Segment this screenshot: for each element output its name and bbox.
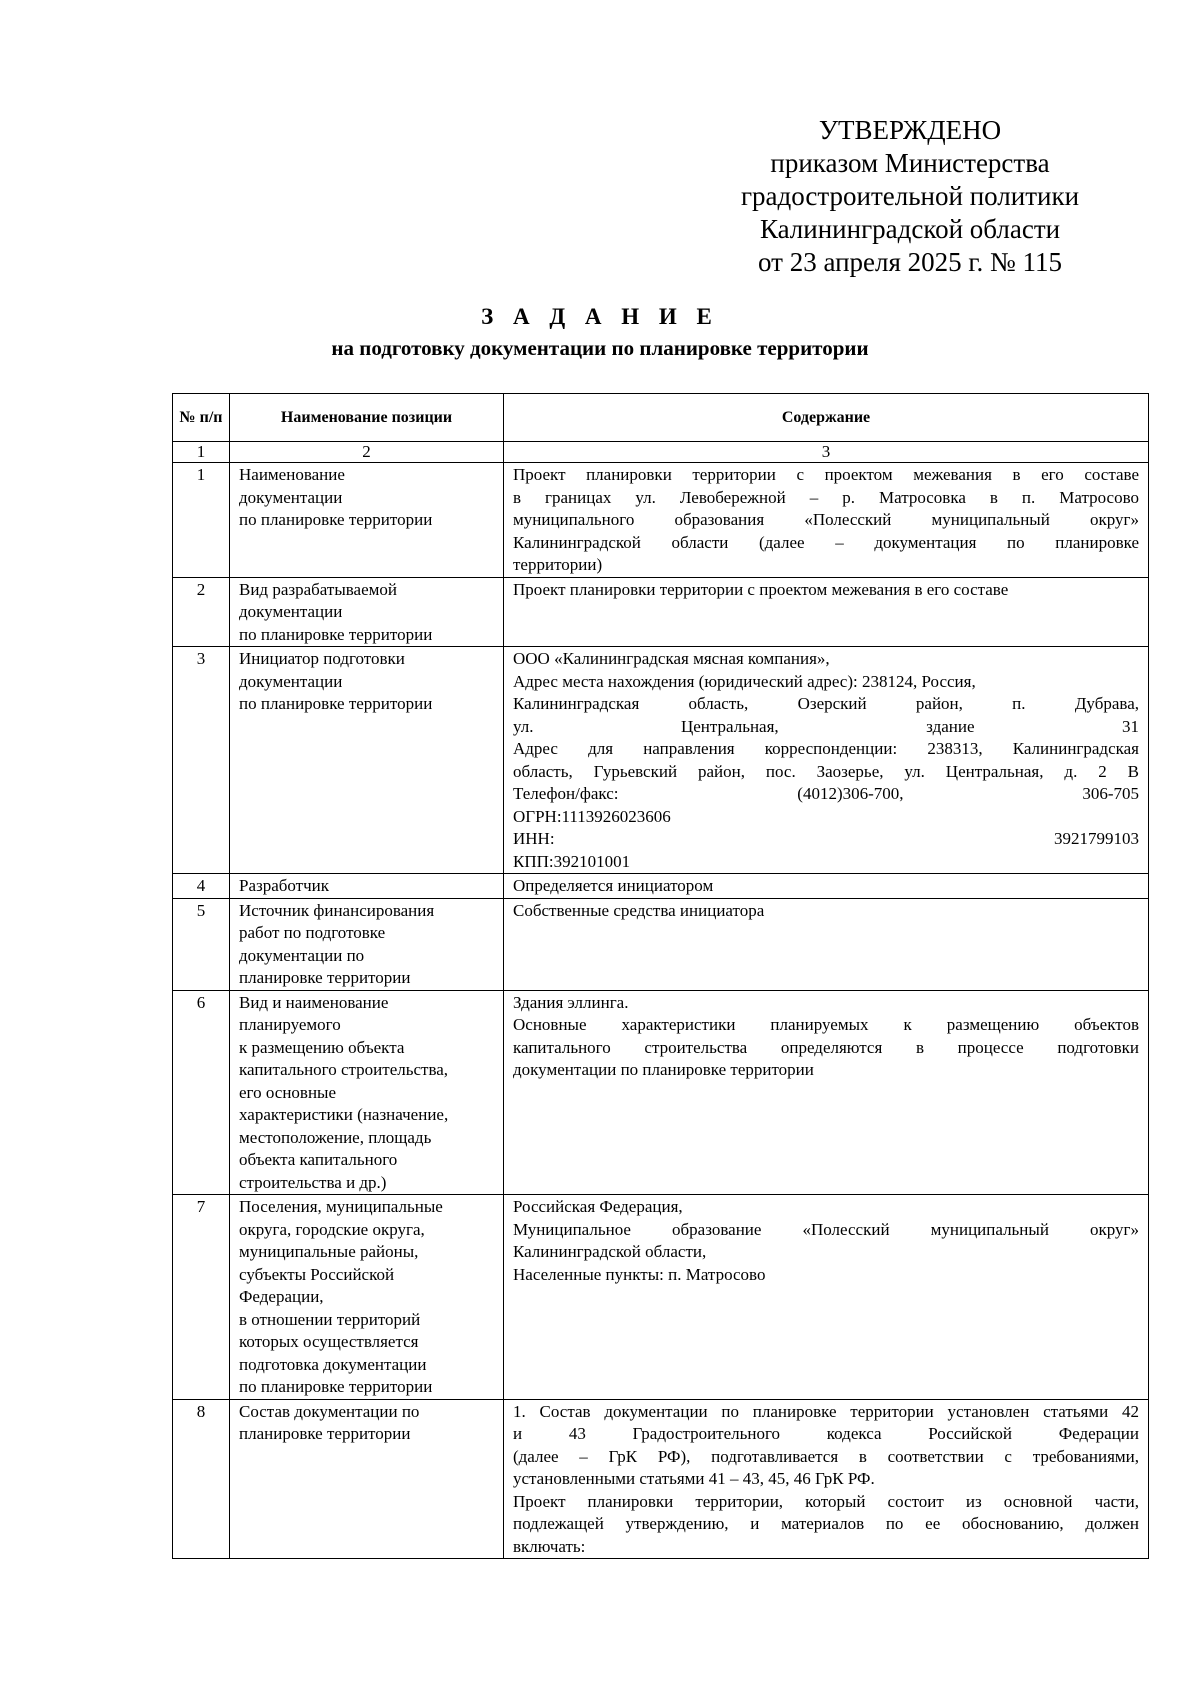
position-name-line: Источник финансирования xyxy=(239,900,435,920)
content-line: Телефон/факс: (4012)306-700, 306-705 xyxy=(513,784,1139,803)
approval-line: приказом Министерства xyxy=(770,148,1050,178)
position-name-line: объекта капитального xyxy=(239,1150,398,1169)
content-line: Калининградской области, xyxy=(513,1242,707,1261)
table-row xyxy=(173,1399,1149,1559)
specification-table xyxy=(172,393,1149,1559)
table-row xyxy=(173,898,1149,990)
content-line: капитального строительства определяются в процессе подготовки xyxy=(513,1037,1139,1057)
row-content xyxy=(504,463,1149,578)
position-name-line: документации xyxy=(239,487,343,507)
position-name-line: по планировке территории xyxy=(239,694,433,713)
table-row xyxy=(173,647,1149,874)
position-name-line: местоположение, площадь xyxy=(239,1127,432,1147)
position-name-line: Вид разрабатываемой xyxy=(239,579,397,599)
position-name-line: субъекты Российской xyxy=(239,1264,395,1284)
content-line: ул. Центральная, здание 31 xyxy=(513,716,1139,736)
content-line: 1. Состав документации по планировке территории установлен статьями 42 xyxy=(513,1401,1139,1421)
row-content xyxy=(504,577,1149,647)
content-line: в границах ул. Левобережной – р. Матросовка в п. Матросово xyxy=(513,487,1139,507)
document-subtitle: на подготовку документации по планировке территории xyxy=(331,336,869,360)
approval-line: от 23 апреля 2025 г. № 115 xyxy=(758,247,1062,277)
content-line: (далее – ГрК РФ), подготавливается в соответствии с требованиями, xyxy=(513,1446,1139,1466)
column-number: 1 xyxy=(173,442,230,463)
document-title: З А Д А Н И Е xyxy=(481,304,719,329)
row-number: 2 xyxy=(173,577,230,647)
position-name-line: к размещению объекта xyxy=(239,1037,405,1057)
position-name-line: его основные xyxy=(239,1082,337,1102)
table-row xyxy=(173,1195,1149,1400)
approval-line: градостроительной политики xyxy=(740,181,1080,211)
position-name-line: планировке территории xyxy=(239,1424,411,1443)
content-line: КПП:392101001 xyxy=(513,851,631,871)
position-name-line: Наименование xyxy=(239,465,345,484)
content-line: Российская Федерация, xyxy=(513,1197,683,1216)
position-name-line: Федерации, xyxy=(239,1287,324,1306)
position-name-line: характеристики (назначение, xyxy=(239,1105,449,1124)
position-name-line: Вид и наименование xyxy=(239,992,389,1012)
table-row xyxy=(173,577,1149,647)
table-row xyxy=(173,874,1149,899)
row-position-name xyxy=(230,874,504,899)
content-line: Определяется инициатором xyxy=(513,876,714,895)
content-line: ОГРН:1113926023606 xyxy=(513,806,671,826)
content-line: Проект планировки территории с проектом межевания в его составе xyxy=(513,579,1009,599)
position-name-line: которых осуществляется xyxy=(239,1332,419,1351)
row-position-name xyxy=(230,647,504,874)
position-name-line: планировке территории xyxy=(239,968,411,987)
position-name-line: работ по подготовке xyxy=(239,923,386,942)
approval-line: УТВЕРЖДЕНО xyxy=(818,115,1002,145)
content-line: и 43 Градостроительного кодекса Российской Федерации xyxy=(513,1424,1139,1443)
position-name-line: капитального строительства, xyxy=(239,1060,449,1079)
content-line: Адрес места нахождения (юридический адрес): 238124, Россия, xyxy=(513,671,976,691)
content-line: область, Гурьевский район, пос. Заозерье, ул. Центральная, д. 2 В xyxy=(513,761,1139,781)
row-number: 7 xyxy=(173,1195,230,1400)
content-line: подлежащей утверждению, и материалов по ее обоснованию, должен xyxy=(513,1514,1139,1533)
row-content xyxy=(504,898,1149,990)
position-name-line: документации xyxy=(239,671,343,691)
content-line: Основные характеристики планируемых к размещению объектов xyxy=(513,1015,1139,1034)
position-name-line: по планировке территории xyxy=(239,1377,433,1396)
row-content xyxy=(504,1195,1149,1400)
position-name-line: планируемого xyxy=(239,1015,341,1034)
row-content xyxy=(504,647,1149,874)
position-name-line: Разработчик xyxy=(239,876,330,895)
column-number-row xyxy=(173,442,1149,463)
position-name-line: Инициатор подготовки xyxy=(239,649,405,668)
row-position-name xyxy=(230,1399,504,1559)
row-position-name xyxy=(230,1195,504,1400)
row-position-name xyxy=(230,577,504,647)
row-number: 5 xyxy=(173,898,230,990)
position-name-line: документации по xyxy=(239,945,365,965)
row-position-name xyxy=(230,990,504,1195)
position-name-line: документации xyxy=(239,602,343,621)
position-name-line: Поселения, муниципальные xyxy=(239,1197,443,1216)
row-number: 1 xyxy=(173,463,230,578)
content-line: включать: xyxy=(513,1536,586,1556)
content-line: муниципального образования «Полесский муниципальный округ» xyxy=(513,510,1139,529)
header-content: Содержание xyxy=(504,394,1149,442)
position-name-line: муниципальные районы, xyxy=(239,1242,419,1261)
content-line: Проект планировки территории, который состоит из основной части, xyxy=(513,1491,1139,1511)
row-number: 3 xyxy=(173,647,230,874)
content-line: Собственные средства инициатора xyxy=(513,900,765,920)
table-row xyxy=(173,463,1149,578)
row-content xyxy=(504,990,1149,1195)
position-name-line: строительства и др.) xyxy=(239,1172,387,1192)
position-name-line: Состав документации по xyxy=(239,1401,420,1421)
position-name-line: по планировке территории xyxy=(239,624,433,644)
content-line: установленными статьями 41 – 43, 45, 46 ГрК РФ. xyxy=(513,1469,875,1488)
content-line: ООО «Калининградская мясная компания», xyxy=(513,649,830,668)
content-line: Населенные пункты: п. Матросово xyxy=(513,1264,766,1284)
position-name-line: округа, городские округа, xyxy=(239,1219,425,1239)
table-row xyxy=(173,990,1149,1195)
row-content xyxy=(504,874,1149,899)
table-header-row xyxy=(173,394,1149,442)
row-position-name xyxy=(230,463,504,578)
position-name-line: подготовка документации xyxy=(239,1354,427,1374)
row-content xyxy=(504,1399,1149,1559)
column-number: 3 xyxy=(504,442,1149,463)
row-position-name xyxy=(230,898,504,990)
content-line: Калининградской области (далее – документация по планировке xyxy=(513,532,1139,552)
position-name-line: в отношении территорий xyxy=(239,1309,421,1329)
content-line: документации по планировке территории xyxy=(513,1060,814,1079)
column-number: 2 xyxy=(230,442,504,463)
header-number: № п/п xyxy=(173,394,230,442)
content-line: Здания эллинга. xyxy=(513,992,629,1012)
content-line: Адрес для направления корреспонденции: 238313, Калининградская xyxy=(513,739,1139,758)
content-line: территории) xyxy=(513,555,603,574)
row-number: 4 xyxy=(173,874,230,899)
content-line: Калининградская область, Озерский район, п. Дубрава, xyxy=(513,694,1139,713)
row-number: 6 xyxy=(173,990,230,1195)
approval-line: Калининградской области xyxy=(759,214,1061,244)
header-position-name: Наименование позиции xyxy=(230,394,504,442)
content-line: Проект планировки территории с проектом межевания в его составе xyxy=(513,465,1139,484)
approval-stamp xyxy=(700,114,1120,279)
content-line: ИНН: 3921799103 xyxy=(513,829,1139,848)
row-number: 8 xyxy=(173,1399,230,1559)
content-line: Муниципальное образование «Полесский муниципальный округ» xyxy=(513,1219,1139,1239)
position-name-line: по планировке территории xyxy=(239,510,433,529)
